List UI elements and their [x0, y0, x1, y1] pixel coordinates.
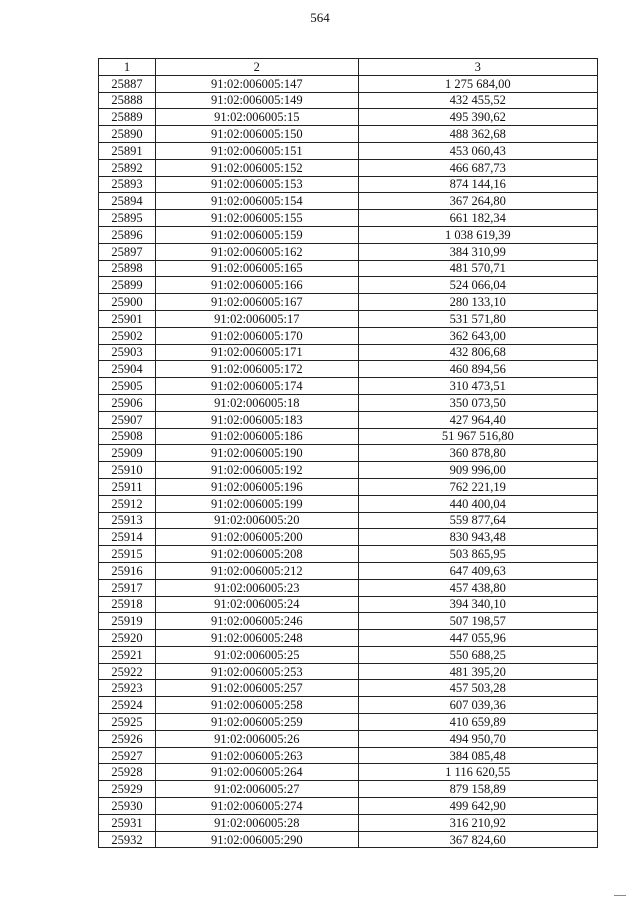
table-body — [99, 75, 598, 848]
row-number-cell: 25930 — [99, 798, 156, 815]
cadastral-value-cell: 503 865,95 — [358, 546, 598, 563]
cadastral-value-cell: 384 085,48 — [358, 747, 598, 764]
row-number-cell: 25899 — [99, 277, 156, 294]
row-number-cell: 25902 — [99, 327, 156, 344]
table-row — [99, 226, 598, 243]
table-row — [99, 277, 598, 294]
table-header-row — [99, 59, 598, 76]
cadastral-value-cell: 360 878,80 — [358, 445, 598, 462]
row-number-cell: 25916 — [99, 562, 156, 579]
table-row — [99, 126, 598, 143]
table-row — [99, 512, 598, 529]
cadastral-number-cell: 91:02:006005:167 — [156, 294, 358, 311]
table-row — [99, 747, 598, 764]
cadastral-value-cell: 494 950,70 — [358, 730, 598, 747]
row-number-cell: 25901 — [99, 310, 156, 327]
cadastral-number-cell: 91:02:006005:274 — [156, 798, 358, 815]
cadastral-number-cell: 91:02:006005:199 — [156, 495, 358, 512]
cadastral-value-cell: 647 409,63 — [358, 562, 598, 579]
table-row — [99, 260, 598, 277]
scan-edge-mark — [614, 895, 626, 898]
cadastral-number-cell: 91:02:006005:248 — [156, 630, 358, 647]
row-number-cell: 25928 — [99, 764, 156, 781]
cadastral-value-cell: 531 571,80 — [358, 310, 598, 327]
table-row — [99, 75, 598, 92]
table-row — [99, 495, 598, 512]
table-row — [99, 159, 598, 176]
row-number-cell: 25908 — [99, 428, 156, 445]
row-number-cell: 25909 — [99, 445, 156, 462]
cadastral-value-cell: 432 806,68 — [358, 344, 598, 361]
row-number-cell: 25894 — [99, 193, 156, 210]
row-number-cell: 25915 — [99, 546, 156, 563]
row-number-cell: 25898 — [99, 260, 156, 277]
cadastral-number-cell: 91:02:006005:150 — [156, 126, 358, 143]
cadastral-number-cell: 91:02:006005:290 — [156, 831, 358, 848]
cadastral-number-cell: 91:02:006005:152 — [156, 159, 358, 176]
cadastral-value-cell: 457 438,80 — [358, 579, 598, 596]
cadastral-number-cell: 91:02:006005:171 — [156, 344, 358, 361]
cadastral-value-cell: 559 877,64 — [358, 512, 598, 529]
table-row — [99, 378, 598, 395]
cadastral-number-cell: 91:02:006005:162 — [156, 243, 358, 260]
cadastral-value-cell: 310 473,51 — [358, 378, 598, 395]
cadastral-value-cell: 350 073,50 — [358, 394, 598, 411]
cadastral-number-cell: 91:02:006005:174 — [156, 378, 358, 395]
cadastral-value-cell: 367 264,80 — [358, 193, 598, 210]
cadastral-value-cell: 909 996,00 — [358, 462, 598, 479]
cadastral-value-cell: 550 688,25 — [358, 646, 598, 663]
cadastral-number-cell: 91:02:006005:23 — [156, 579, 358, 596]
row-number-cell: 25922 — [99, 663, 156, 680]
cadastral-number-cell: 91:02:006005:190 — [156, 445, 358, 462]
cadastral-number-cell: 91:02:006005:212 — [156, 562, 358, 579]
page-number: 564 — [310, 10, 330, 25]
row-number-cell: 25920 — [99, 630, 156, 647]
row-number-cell: 25900 — [99, 294, 156, 311]
cadastral-value-cell: 830 943,48 — [358, 529, 598, 546]
cadastral-number-cell: 91:02:006005:253 — [156, 663, 358, 680]
table-row — [99, 176, 598, 193]
table-row — [99, 579, 598, 596]
column-header-cadastral-number: 2 — [156, 59, 358, 76]
table-row — [99, 814, 598, 831]
cadastral-value-cell: 432 455,52 — [358, 92, 598, 109]
cadastral-value-cell: 499 642,90 — [358, 798, 598, 815]
table-row — [99, 294, 598, 311]
cadastral-number-cell: 91:02:006005:186 — [156, 428, 358, 445]
row-number-cell: 25914 — [99, 529, 156, 546]
cadastral-number-cell: 91:02:006005:17 — [156, 310, 358, 327]
cadastral-number-cell: 91:02:006005:257 — [156, 680, 358, 697]
table-row — [99, 92, 598, 109]
cadastral-number-cell: 91:02:006005:172 — [156, 361, 358, 378]
row-number-cell: 25896 — [99, 226, 156, 243]
cadastral-value-cell: 1 275 684,00 — [358, 75, 598, 92]
row-number-cell: 25919 — [99, 613, 156, 630]
cadastral-value-cell: 457 503,28 — [358, 680, 598, 697]
cadastral-number-cell: 91:02:006005:25 — [156, 646, 358, 663]
row-number-cell: 25927 — [99, 747, 156, 764]
cadastral-value-cell: 1 116 620,55 — [358, 764, 598, 781]
row-number-cell: 25888 — [99, 92, 156, 109]
table-row — [99, 478, 598, 495]
table-row — [99, 798, 598, 815]
row-number-cell: 25925 — [99, 714, 156, 731]
table-row — [99, 310, 598, 327]
table-row — [99, 243, 598, 260]
cadastral-number-cell: 91:02:006005:165 — [156, 260, 358, 277]
row-number-cell: 25893 — [99, 176, 156, 193]
cadastral-number-cell: 91:02:006005:264 — [156, 764, 358, 781]
cadastral-number-cell: 91:02:006005:196 — [156, 478, 358, 495]
cadastral-value-cell: 440 400,04 — [358, 495, 598, 512]
row-number-cell: 25926 — [99, 730, 156, 747]
row-number-cell: 25929 — [99, 781, 156, 798]
table-row — [99, 831, 598, 848]
cadastral-number-cell: 91:02:006005:155 — [156, 210, 358, 227]
table-row — [99, 327, 598, 344]
table-row — [99, 462, 598, 479]
cadastral-number-cell: 91:02:006005:200 — [156, 529, 358, 546]
cadastral-value-table — [98, 58, 598, 848]
table-row — [99, 193, 598, 210]
cadastral-value-cell: 661 182,34 — [358, 210, 598, 227]
row-number-cell: 25897 — [99, 243, 156, 260]
cadastral-value-cell: 524 066,04 — [358, 277, 598, 294]
row-number-cell: 25913 — [99, 512, 156, 529]
row-number-cell: 25921 — [99, 646, 156, 663]
cadastral-value-cell: 447 055,96 — [358, 630, 598, 647]
cadastral-number-cell: 91:02:006005:26 — [156, 730, 358, 747]
cadastral-value-cell: 51 967 516,80 — [358, 428, 598, 445]
table-row — [99, 596, 598, 613]
cadastral-value-cell: 410 659,89 — [358, 714, 598, 731]
cadastral-value-cell: 427 964,40 — [358, 411, 598, 428]
row-number-cell: 25904 — [99, 361, 156, 378]
table-row — [99, 109, 598, 126]
cadastral-number-cell: 91:02:006005:170 — [156, 327, 358, 344]
cadastral-value-cell: 362 643,00 — [358, 327, 598, 344]
row-number-cell: 25903 — [99, 344, 156, 361]
row-number-cell: 25887 — [99, 75, 156, 92]
row-number-cell: 25917 — [99, 579, 156, 596]
table-row — [99, 445, 598, 462]
cadastral-value-cell: 607 039,36 — [358, 697, 598, 714]
cadastral-number-cell: 91:02:006005:149 — [156, 92, 358, 109]
table-row — [99, 411, 598, 428]
table-row — [99, 781, 598, 798]
cadastral-number-cell: 91:02:006005:183 — [156, 411, 358, 428]
cadastral-value-cell: 495 390,62 — [358, 109, 598, 126]
table-row — [99, 428, 598, 445]
cadastral-value-cell: 466 687,73 — [358, 159, 598, 176]
cadastral-value-cell: 762 221,19 — [358, 478, 598, 495]
table-row — [99, 663, 598, 680]
cadastral-value-cell: 481 570,71 — [358, 260, 598, 277]
row-number-cell: 25923 — [99, 680, 156, 697]
cadastral-value-cell: 453 060,43 — [358, 142, 598, 159]
table-row — [99, 697, 598, 714]
row-number-cell: 25905 — [99, 378, 156, 395]
cadastral-value-cell: 488 362,68 — [358, 126, 598, 143]
cadastral-value-cell: 394 340,10 — [358, 596, 598, 613]
row-number-cell: 25911 — [99, 478, 156, 495]
cadastral-number-cell: 91:02:006005:147 — [156, 75, 358, 92]
cadastral-number-cell: 91:02:006005:18 — [156, 394, 358, 411]
table-row — [99, 646, 598, 663]
table-row — [99, 344, 598, 361]
row-number-cell: 25906 — [99, 394, 156, 411]
cadastral-number-cell: 91:02:006005:15 — [156, 109, 358, 126]
table-row — [99, 730, 598, 747]
row-number-cell: 25890 — [99, 126, 156, 143]
cadastral-value-cell: 507 198,57 — [358, 613, 598, 630]
table-row — [99, 764, 598, 781]
cadastral-number-cell: 91:02:006005:246 — [156, 613, 358, 630]
table-row — [99, 529, 598, 546]
cadastral-number-cell: 91:02:006005:24 — [156, 596, 358, 613]
cadastral-value-cell: 316 210,92 — [358, 814, 598, 831]
table-row — [99, 546, 598, 563]
row-number-cell: 25891 — [99, 142, 156, 159]
column-header-value: 3 — [358, 59, 598, 76]
cadastral-number-cell: 91:02:006005:263 — [156, 747, 358, 764]
row-number-cell: 25932 — [99, 831, 156, 848]
cadastral-value-cell: 1 038 619,39 — [358, 226, 598, 243]
cadastral-number-cell: 91:02:006005:28 — [156, 814, 358, 831]
cadastral-number-cell: 91:02:006005:154 — [156, 193, 358, 210]
table-row — [99, 142, 598, 159]
cadastral-value-cell: 874 144,16 — [358, 176, 598, 193]
cadastral-value-cell: 481 395,20 — [358, 663, 598, 680]
row-number-cell: 25931 — [99, 814, 156, 831]
table-row — [99, 613, 598, 630]
cadastral-number-cell: 91:02:006005:192 — [156, 462, 358, 479]
cadastral-value-cell: 879 158,89 — [358, 781, 598, 798]
cadastral-value-cell: 367 824,60 — [358, 831, 598, 848]
table-row — [99, 562, 598, 579]
cadastral-value-cell: 460 894,56 — [358, 361, 598, 378]
cadastral-value-cell: 384 310,99 — [358, 243, 598, 260]
table-row — [99, 714, 598, 731]
cadastral-value-cell: 280 133,10 — [358, 294, 598, 311]
cadastral-number-cell: 91:02:006005:166 — [156, 277, 358, 294]
row-number-cell: 25918 — [99, 596, 156, 613]
column-header-number: 1 — [99, 59, 156, 76]
cadastral-number-cell: 91:02:006005:20 — [156, 512, 358, 529]
cadastral-number-cell: 91:02:006005:27 — [156, 781, 358, 798]
row-number-cell: 25889 — [99, 109, 156, 126]
cadastral-number-cell: 91:02:006005:259 — [156, 714, 358, 731]
table-row — [99, 630, 598, 647]
row-number-cell: 25907 — [99, 411, 156, 428]
table-row — [99, 394, 598, 411]
table-row — [99, 680, 598, 697]
cadastral-number-cell: 91:02:006005:159 — [156, 226, 358, 243]
row-number-cell: 25895 — [99, 210, 156, 227]
table-row — [99, 361, 598, 378]
cadastral-number-cell: 91:02:006005:258 — [156, 697, 358, 714]
row-number-cell: 25892 — [99, 159, 156, 176]
row-number-cell: 25924 — [99, 697, 156, 714]
table-row — [99, 210, 598, 227]
cadastral-number-cell: 91:02:006005:153 — [156, 176, 358, 193]
cadastral-number-cell: 91:02:006005:151 — [156, 142, 358, 159]
row-number-cell: 25910 — [99, 462, 156, 479]
row-number-cell: 25912 — [99, 495, 156, 512]
cadastral-number-cell: 91:02:006005:208 — [156, 546, 358, 563]
